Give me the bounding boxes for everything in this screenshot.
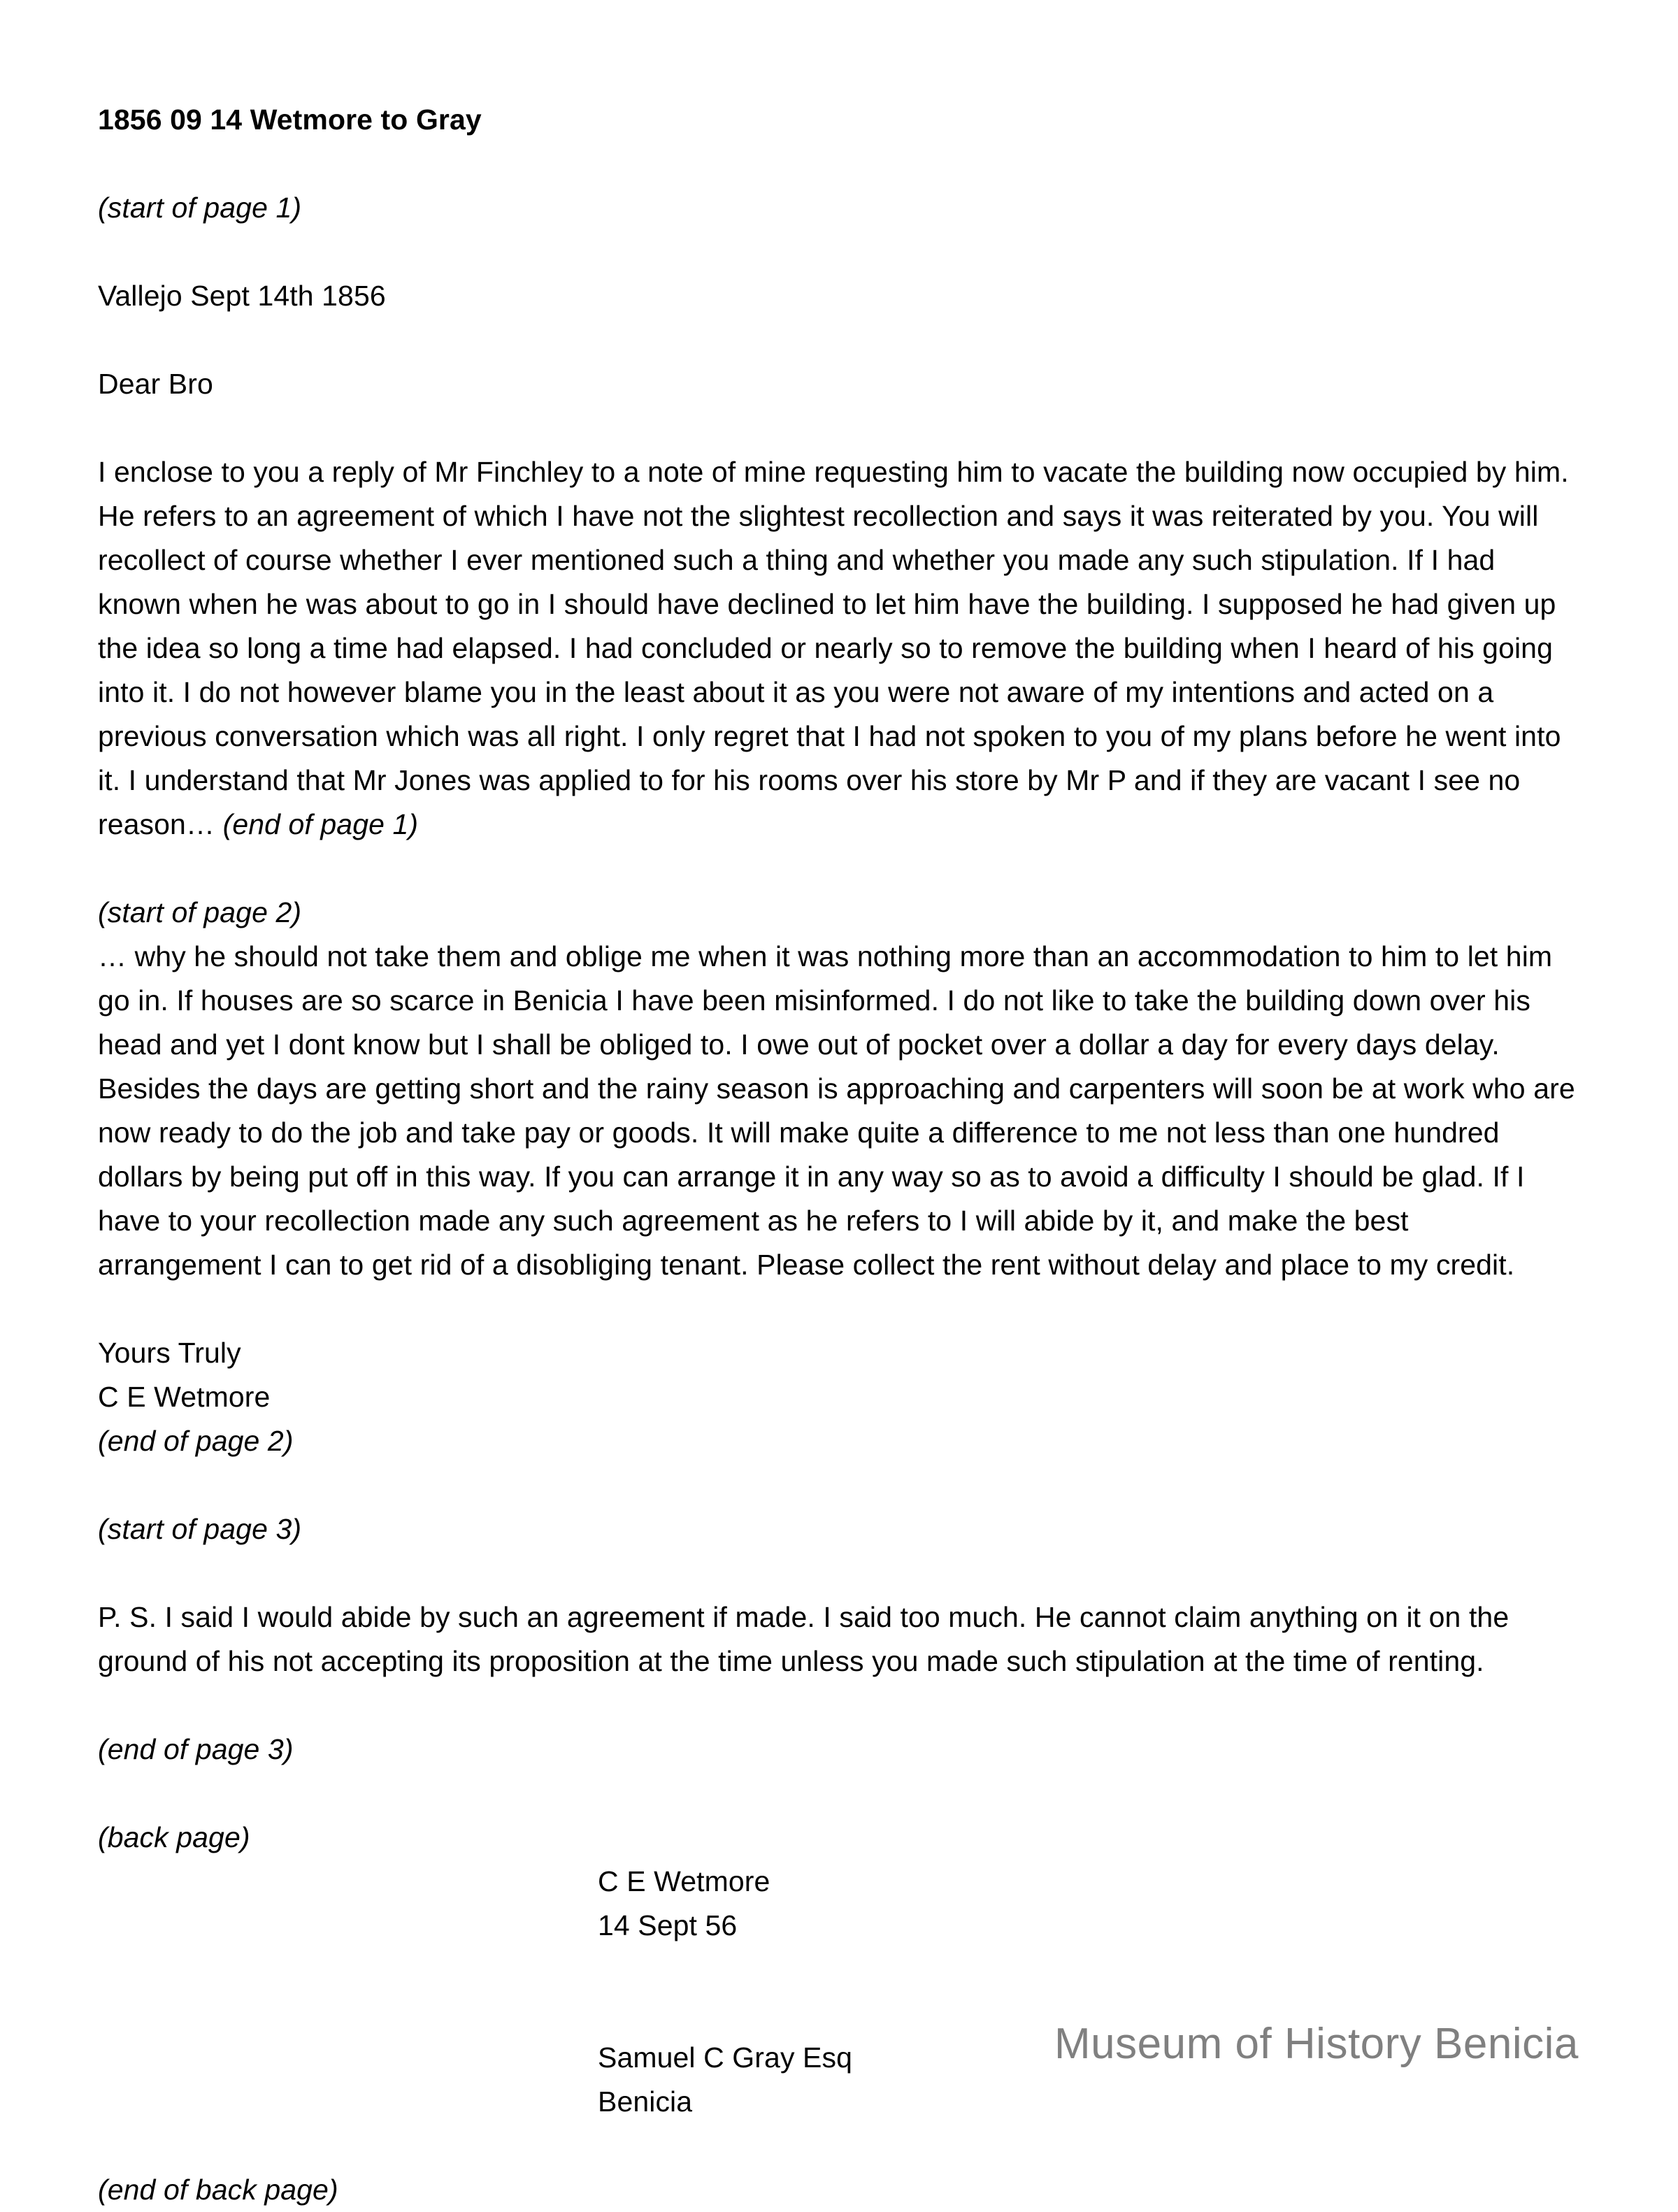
marker-start-page-1: (start of page 1)	[98, 192, 302, 224]
body-paragraph-1-text: I enclose to you a reply of Mr Finchley to a note of mine requesting him to vacate the building now occupied by him. He refers to an agreement of which I have not the slightest recollection and says it was reiterated by you. You will recollect of course whether I ever mentioned such a thing and whether you made any such stipulation. If I had known when he was about to go in I should have declined to let him have the building. I supposed he had given up the idea so long a time had elapsed. I had concluded or nearly so to remove the building when I heard of his going into it. I do not however blame you in the least about it as you were not aware of my intentions and acted on a previous conversation which was all right. I only regret that I had not spoken to you of my plans before he went into it. I understand that Mr Jones was applied to for his rooms over his store by Mr P and if they are vacant I see no reason…	[98, 456, 1569, 840]
museum-watermark: Museum of History Benicia	[1054, 2020, 1579, 2068]
signature: C E Wetmore	[98, 1381, 271, 1413]
document-body	[98, 98, 1577, 2212]
spacer	[98, 318, 1577, 362]
spacer	[98, 1463, 1577, 1507]
dateline: Vallejo Sept 14th 1856	[98, 280, 386, 312]
spacer	[98, 142, 1577, 186]
marker-end-page-3: (end of page 3)	[98, 1733, 294, 1765]
back-page-sender-block	[98, 1860, 1577, 1948]
spacer	[98, 1551, 1577, 1595]
marker-end-page-2: (end of page 2)	[98, 1425, 294, 1457]
spacer	[98, 1287, 1577, 1331]
spacer	[98, 230, 1577, 274]
back-page-addressee-name: Samuel C Gray Esq	[598, 2041, 852, 2074]
spacer	[98, 406, 1577, 450]
spacer	[98, 1683, 1577, 1728]
back-page-sender-name: C E Wetmore	[598, 1865, 770, 1897]
marker-end-back-page: (end of back page)	[98, 2174, 338, 2206]
spacer	[98, 1948, 1577, 1992]
body-paragraph-1	[98, 450, 1577, 847]
marker-end-page-1: (end of page 1)	[222, 808, 419, 840]
spacer	[98, 1772, 1577, 1816]
marker-start-page-3: (start of page 3)	[98, 1513, 302, 1545]
body-paragraph-2: … why he should not take them and oblige me when it was nothing more than an accommodation to him to let him go in. If houses are so scarce in Benicia I have been misinformed. I do not like to take the building down over his head and yet I dont know but I shall be obliged to. I owe out of pocket over a dollar a day for every days delay. Besides the days are getting short and the rainy season is approaching and carpenters will soon be at work who are now ready to do the job and take pay or goods. It will make quite a difference to me not less than one hundred dollars by being put off in this way. If you can arrange it in any way so as to avoid a difficulty I should be glad. If I have to your recollection made any such agreement as he refers to I will abide by it, and make the best arrangement I can to get rid of a disobliging tenant. Please collect the rent without delay and place to my credit.	[98, 940, 1575, 1281]
spacer	[98, 2124, 1577, 2168]
marker-start-page-2: (start of page 2)	[98, 896, 302, 928]
back-page-sender-date: 14 Sept 56	[598, 1909, 738, 1941]
postscript: P. S. I said I would abide by such an agreement if made. I said too much. He cannot claim anything on it on the ground of his not accepting its proposition at the time unless you made such stipulation at the time of renting.	[98, 1601, 1510, 1677]
marker-back-page: (back page)	[98, 1821, 250, 1853]
salutation: Dear Bro	[98, 368, 213, 400]
spacer	[98, 847, 1577, 891]
closing: Yours Truly	[98, 1337, 241, 1369]
page-title: 1856 09 14 Wetmore to Gray	[98, 103, 482, 136]
back-page-addressee-city: Benicia	[598, 2085, 693, 2118]
